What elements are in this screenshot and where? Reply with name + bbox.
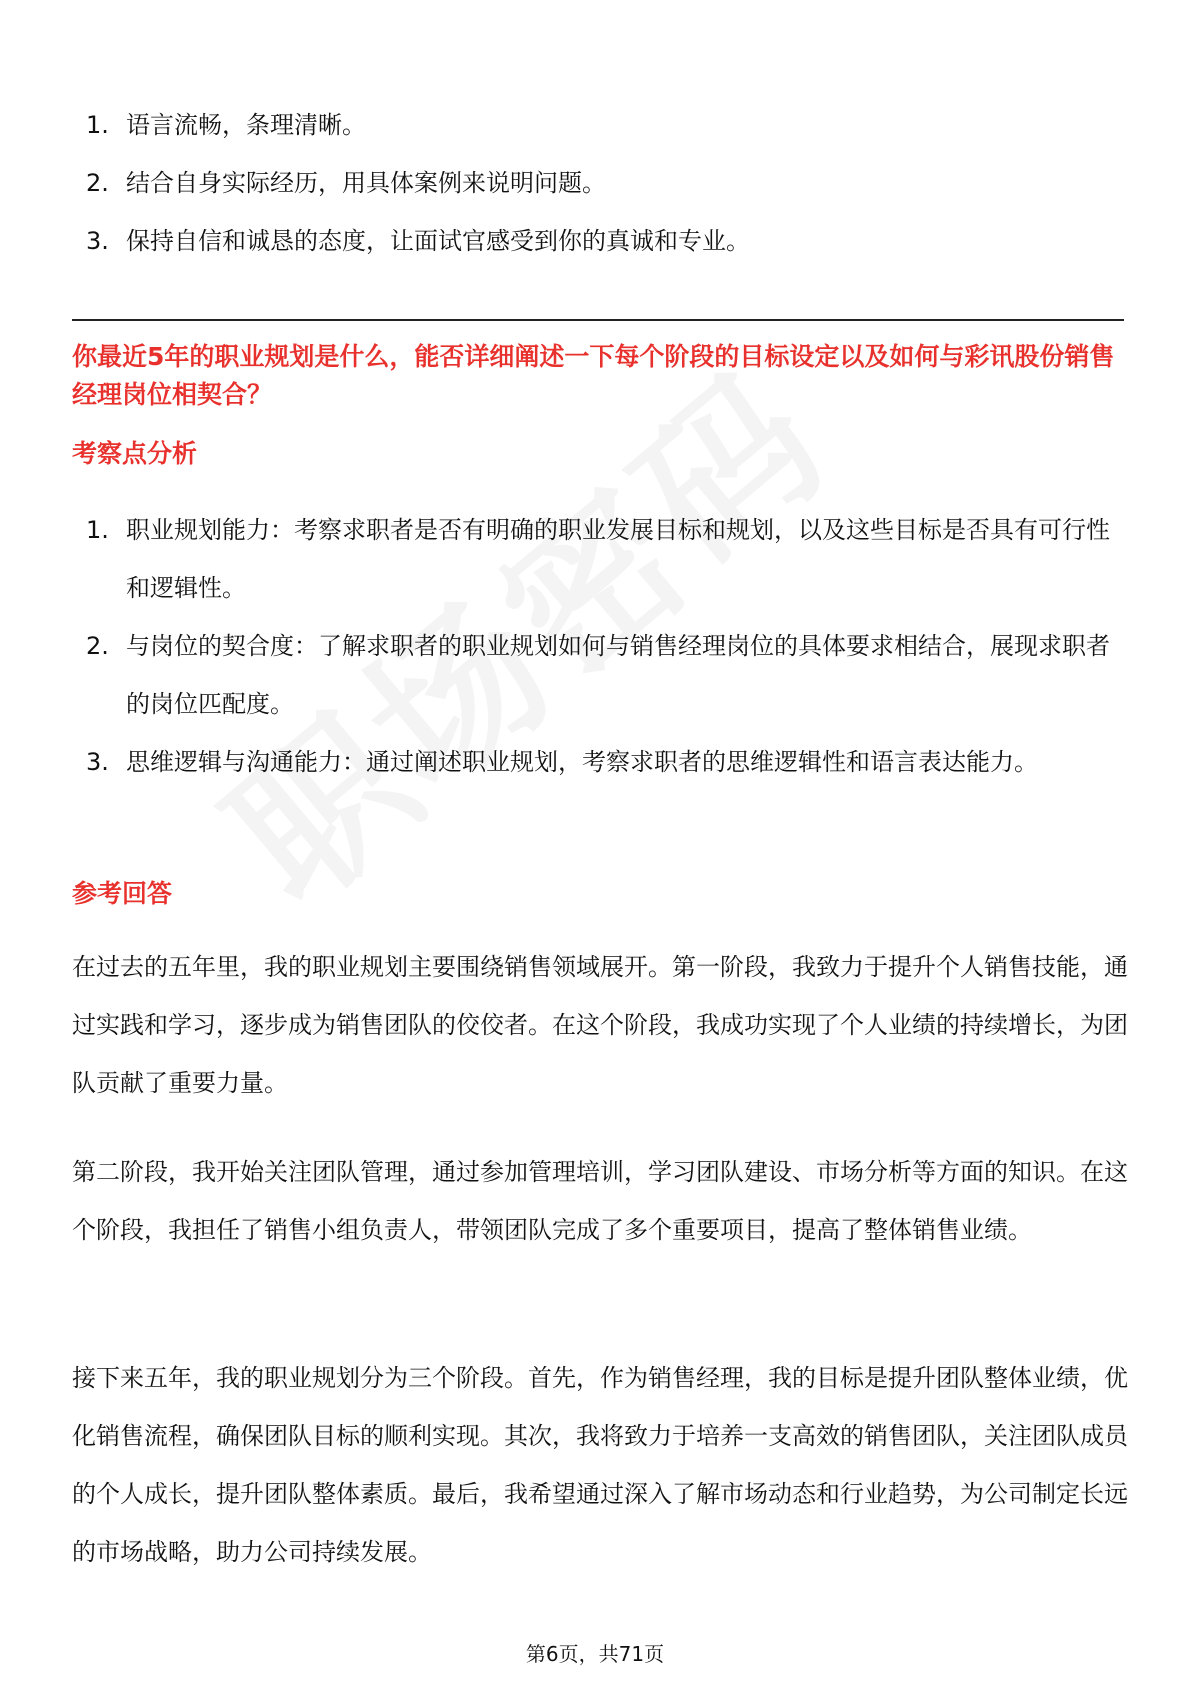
section-divider	[72, 319, 1124, 321]
question-heading: 你最近5年的职业规划是什么，能否详细阐述一下每个阶段的目标设定以及如何与彩讯股份销售经理岗位相契合？	[72, 342, 1115, 409]
top-list	[72, 96, 1132, 270]
list-item-text: 语言流畅，条理清晰。	[126, 111, 366, 139]
list-item	[72, 212, 1132, 270]
list-item-number: 3.	[86, 748, 109, 776]
list-item-text: 职业规划能力：考察求职者是否有明确的职业发展目标和规划，以及这些目标是否具有可行性和逻辑性。	[126, 516, 1110, 602]
list-item	[72, 501, 1132, 617]
answer-paragraph: 接下来五年，我的职业规划分为三个阶段。首先，作为销售经理，我的目标是提升团队整体业绩，优化销售流程，确保团队目标的顺利实现。其次，我将致力于培养一支高效的销售团队，关注团队成员的个人成长，提升团队整体素质。最后，我希望通过深入了解市场动态和行业趋势，为公司制定长远的市场战略，助力公司持续发展。	[72, 1364, 1128, 1566]
list-item-number: 3.	[86, 227, 109, 255]
analysis-list	[72, 501, 1132, 791]
list-item-number: 1.	[86, 111, 109, 139]
list-item-text: 保持自信和诚恳的态度，让面试官感受到你的真诚和专业。	[126, 227, 750, 255]
page-number: 第6页，共71页	[525, 1642, 665, 1666]
list-item-text: 思维逻辑与沟通能力：通过阐述职业规划，考察求职者的思维逻辑性和语言表达能力。	[126, 748, 1038, 776]
list-item	[72, 96, 1132, 154]
list-item-text: 结合自身实际经历，用具体案例来说明问题。	[126, 169, 606, 197]
answer-title: 参考回答	[72, 879, 173, 908]
list-item	[72, 154, 1132, 212]
list-item	[72, 617, 1132, 733]
list-item-number: 2.	[86, 632, 109, 660]
list-item	[72, 733, 1132, 791]
list-item-number: 1.	[86, 516, 109, 544]
answer-paragraph: 第二阶段，我开始关注团队管理，通过参加管理培训，学习团队建设、市场分析等方面的知识。在这个阶段，我担任了销售小组负责人，带领团队完成了多个重要项目，提高了整体销售业绩。	[72, 1158, 1128, 1244]
answer-paragraph: 在过去的五年里，我的职业规划主要围绕销售领域展开。第一阶段，我致力于提升个人销售技能，通过实践和学习，逐步成为销售团队的佼佼者。在这个阶段，我成功实现了个人业绩的持续增长，为团队贡献了重要力量。	[72, 953, 1128, 1097]
list-item-number: 2.	[86, 169, 109, 197]
list-item-text: 与岗位的契合度：了解求职者的职业规划如何与销售经理岗位的具体要求相结合，展现求职者的岗位匹配度。	[126, 632, 1110, 718]
analysis-title: 考察点分析	[72, 439, 198, 468]
